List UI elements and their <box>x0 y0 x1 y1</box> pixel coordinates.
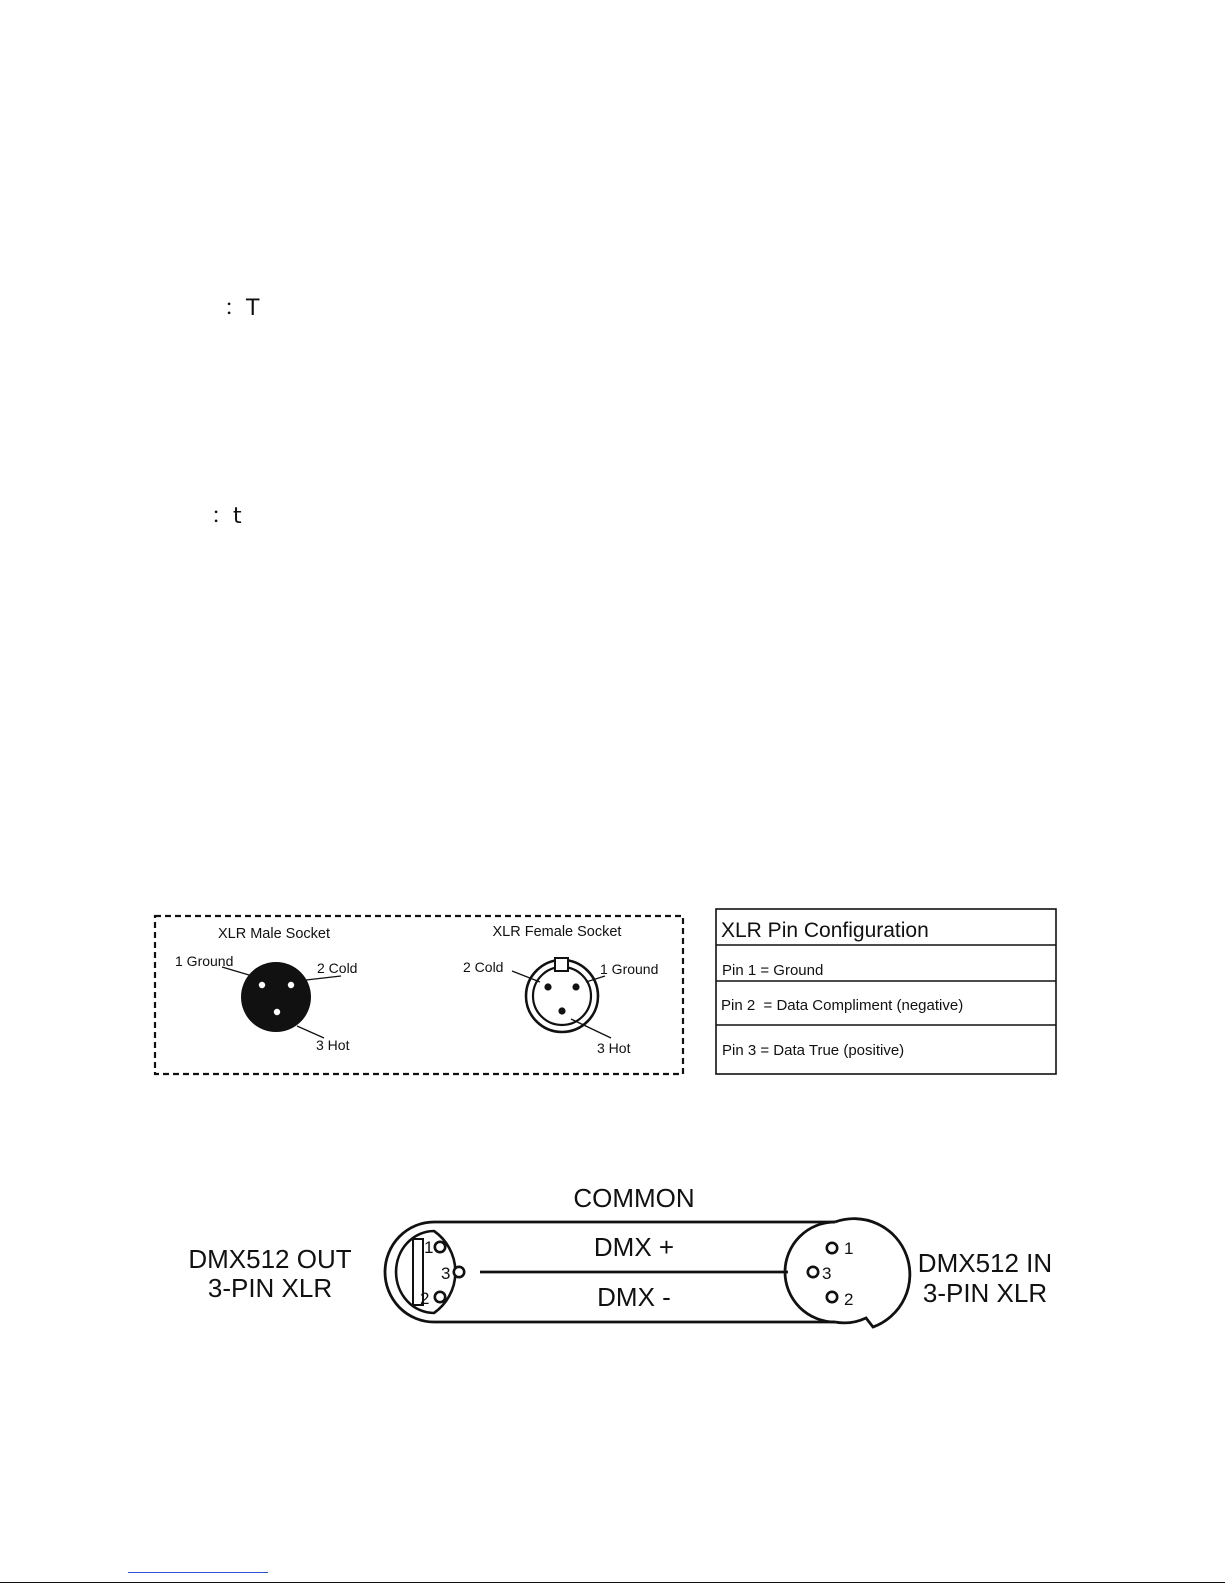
dmx-cable-diagram <box>188 1183 1052 1327</box>
out-pin-3 <box>454 1267 464 1277</box>
male-pin2-label: 2 Cold <box>317 960 358 976</box>
out-pin-2 <box>435 1292 445 1302</box>
male-pin1-label: 1 Ground <box>175 953 234 969</box>
male-socket-icon <box>241 962 311 1032</box>
pin-table-row-3: Pin 3 = Data True (positive) <box>722 1042 905 1059</box>
in-pin-3-label: 3 <box>822 1264 832 1283</box>
male-pin-2 <box>288 982 294 988</box>
out-pin-2-label: 2 <box>420 1289 430 1308</box>
female-socket-title: XLR Female Socket <box>492 924 622 940</box>
in-pin-2 <box>827 1292 837 1302</box>
female-pin-3 <box>558 1007 565 1014</box>
in-pin-2-label: 2 <box>844 1290 854 1309</box>
dmx-out-label-line1: DMX512 OUT <box>188 1244 352 1274</box>
female-pin1-label: 1 Ground <box>600 961 659 977</box>
in-pin-1 <box>827 1243 837 1253</box>
female-pin3-label: 3 Hot <box>597 1040 631 1056</box>
female-socket-latch <box>555 958 568 971</box>
female-socket-inner-ring <box>533 967 591 1025</box>
footnote-rule <box>128 1572 268 1573</box>
male-pin2-leader <box>306 976 341 980</box>
male-pin-3 <box>274 1009 280 1015</box>
male-socket-title: XLR Male Socket <box>217 926 331 942</box>
out-pin-3-label: 3 <box>441 1264 451 1283</box>
text-fragment: ：T <box>224 296 260 321</box>
pin-table-title: XLR Pin Configuration <box>721 919 929 942</box>
dmx-plus-label: DMX + <box>593 1232 675 1262</box>
dmx-minus-label: DMX - <box>597 1282 671 1312</box>
in-pin-1-label: 1 <box>844 1239 854 1258</box>
male-pin-1 <box>259 982 265 988</box>
xlr-socket-panel <box>155 916 683 1074</box>
pin-table-row-2: Pin 2 = Data Compliment (negative) <box>721 997 964 1014</box>
pin-table-row-1: Pin 1 = Ground <box>722 962 824 979</box>
dmx-out-label-line2: 3-PIN XLR <box>207 1273 333 1303</box>
male-pin3-label: 3 Hot <box>316 1037 350 1053</box>
female-pin-2 <box>544 983 551 990</box>
common-label: COMMON <box>573 1183 695 1213</box>
in-connector-icon <box>835 1219 910 1327</box>
pin-config-table <box>716 909 1056 1074</box>
female-pin2-label: 2 Cold <box>463 959 504 975</box>
out-pin-1-label: 1 <box>424 1238 434 1257</box>
out-pin-1 <box>435 1242 445 1252</box>
in-pin-3 <box>808 1267 818 1277</box>
dmx-in-label-line2: 3-PIN XLR <box>922 1278 1048 1308</box>
female-pin-1 <box>572 983 579 990</box>
page-bottom-rule <box>0 1582 1225 1583</box>
text-fragment: ：t <box>211 504 242 529</box>
dmx-in-label-line1: DMX512 IN <box>917 1248 1053 1278</box>
